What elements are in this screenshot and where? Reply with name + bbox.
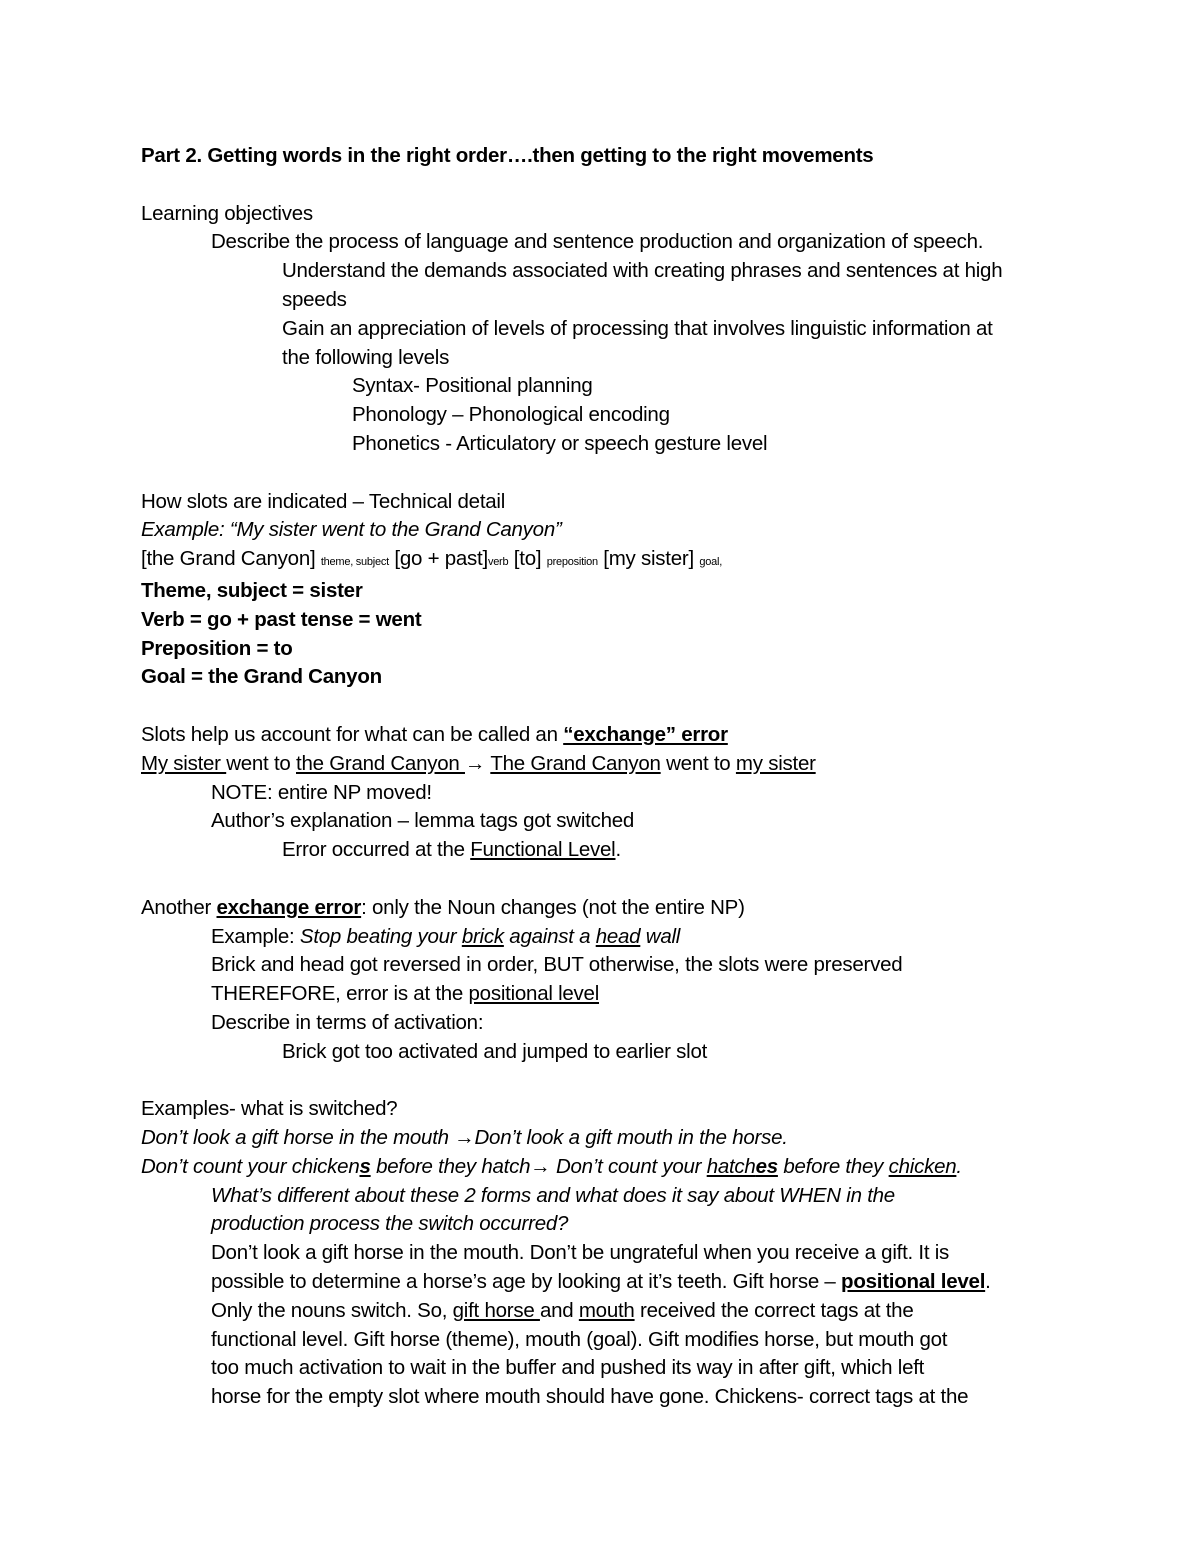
list-item: Error occurred at the Functional Level.: [282, 838, 621, 862]
list-item-continuation: horse for the empty slot where mouth should have gone. Chickens- correct tags at the: [211, 1385, 969, 1409]
list-item-continuation: too much activation to wait in the buffer and pushed its way in after gift, which left: [211, 1356, 925, 1380]
list-item: NOTE: entire NP moved!: [211, 780, 432, 804]
list-item: Author’s explanation – lemma tags got switched: [211, 809, 635, 833]
objectives-heading: Learning objectives: [141, 201, 313, 225]
arrow-right-icon: →: [530, 1154, 551, 1178]
exchange2-intro: Another exchange error: only the Noun changes (not the entire NP): [141, 895, 745, 919]
slot-goal: Goal = the Grand Canyon: [141, 665, 382, 689]
document-body: [141, 142, 1071, 1412]
list-item-continuation: the following levels: [282, 345, 450, 369]
list-item: Describe in terms of activation:: [211, 1010, 484, 1034]
list-item: Syntax- Positional planning: [352, 374, 593, 398]
list-item: Describe the process of language and sentence production and organization of speech.: [211, 230, 984, 254]
list-item: THEREFORE, error is at the positional level: [211, 982, 600, 1006]
list-item: What’s different about these 2 forms and what does it say about WHEN in the: [211, 1183, 895, 1207]
slots-bracket-line: [the Grand Canyon] theme, subject [go + past]verb [to] preposition [my sister] goal,: [141, 547, 722, 571]
arrow-right-icon: →: [454, 1126, 475, 1150]
examples-line-2: Don’t count your chickens before they hatch→ Don’t count your hatches before they chicken.: [141, 1154, 962, 1178]
list-item-continuation: functional level. Gift horse (theme), mouth (goal). Gift modifies horse, but mouth got: [211, 1327, 948, 1351]
exchange-example: My sister went to the Grand Canyon → The Grand Canyon went to my sister: [141, 751, 816, 775]
slots-heading: How slots are indicated – Technical detail: [141, 489, 506, 513]
list-item-continuation: speeds: [282, 287, 347, 311]
list-item-continuation: Only the nouns switch. So, gift horse and mouth received the correct tags at the: [211, 1298, 914, 1322]
list-item: Brick got too activated and jumped to earlier slot: [282, 1039, 708, 1063]
page-title: Part 2. Getting words in the right order….then getting to the right movements: [141, 144, 874, 167]
list-item: Understand the demands associated with creating phrases and sentences at high: [282, 259, 1003, 283]
list-item: Phonetics - Articulatory or speech gesture level: [352, 431, 768, 455]
list-item: Gain an appreciation of levels of processing that involves linguistic information at: [282, 316, 993, 340]
list-item-continuation: production process the switch occurred?: [211, 1212, 569, 1236]
exchange-intro: Slots help us account for what can be called an “exchange” error: [141, 722, 728, 746]
list-item: Phonology – Phonological encoding: [352, 403, 670, 427]
slots-example: Example: “My sister went to the Grand Canyon”: [141, 518, 562, 542]
list-item: Don’t look a gift horse in the mouth. Don’t be ungrateful when you receive a gift. It is: [211, 1241, 950, 1265]
examples-heading: Examples- what is switched?: [141, 1097, 398, 1121]
slot-verb: Verb = go + past tense = went: [141, 607, 422, 631]
list-item: Example: Stop beating your brick against a head wall: [211, 924, 681, 948]
list-item: Brick and head got reversed in order, BUT otherwise, the slots were preserved: [211, 953, 903, 977]
list-item-continuation: possible to determine a horse’s age by looking at it’s teeth. Gift horse – positional level.: [211, 1270, 991, 1294]
examples-line-1: Don’t look a gift horse in the mouth →Don’t look a gift mouth in the horse.: [141, 1126, 788, 1150]
slot-theme: Theme, subject = sister: [141, 578, 363, 602]
slot-preposition: Preposition = to: [141, 636, 293, 660]
arrow-right-icon: →: [464, 751, 486, 775]
